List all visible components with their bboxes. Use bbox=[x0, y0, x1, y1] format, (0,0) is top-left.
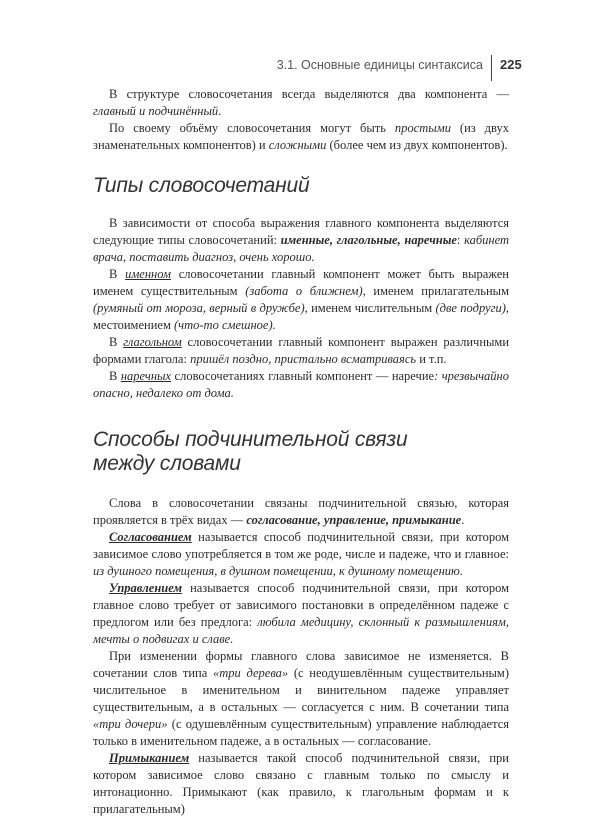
intro-paragraph-volume: По своему объёму словосочетания могут быть простыми (из двух знаменательных компонентов) и сложными (более чем из двух компонентов). bbox=[93, 121, 509, 152]
types-paragraph-nominal: В именном словосочетании главный компонент может быть выражен именем существительным (забота о ближнем), именем прилагательным (румяный от мороза, верный в дружбе), именем числительным (две подруги), местоимением (что-то смешное). bbox=[93, 267, 510, 332]
types-paragraph-adverbial: В наречных словосочетаниях главный компонент — наречие: чрезвычайно опасно, недалеко от дома. bbox=[93, 369, 509, 400]
heading-types: Типы словосочетаний bbox=[93, 174, 310, 197]
heading-ways-line1: Способы подчинительной связи bbox=[93, 428, 408, 451]
ways-paragraph-intro: Слова в словосочетании связаны подчинительной связью, которая проявляется в трёх видах — согласование, управление, примыкание. bbox=[93, 496, 509, 527]
ways-paragraph-numerals: При изменении формы главного слова зависимое не изменяется. В сочетании слов типа «три дерева» (с неодушевлённым существительным) числительное в именительном и винительном падеже управляет существительным, а в остальных — согласуется с ним. В сочетании типа «три дочери» (с одушевлённым существительным) управление наблюдается только в именительном падеже, а в остальных — согласование. bbox=[93, 649, 509, 748]
types-paragraph-kinds: В зависимости от способа выражения главного компонента выделяются следующие типы словосочетаний: именные, глагольные, наречные: кабинет врача, поставить диагноз, очень хорошо. bbox=[93, 216, 509, 264]
types-paragraph-verbal: В глагольном словосочетании главный компонент выражен различными формами глагола: пришёл поздно, пристально всматриваясь и т.п. bbox=[93, 335, 510, 366]
header-divider bbox=[491, 55, 492, 81]
section-title: 3.1. Основные единицы синтаксиса bbox=[276, 58, 483, 72]
heading-ways-line2: между словами bbox=[93, 452, 241, 475]
ways-paragraph-agreement: Согласованием называется способ подчинительной связи, при котором зависимое слово употребляется в том же роде, числе и падеже, что и главное: из душного помещения, в душном помещении, к душному помещению. bbox=[93, 530, 509, 578]
ways-paragraph-government: Управлением называется способ подчинительной связи, при котором главное слово требует от зависимого постановки в определённом падеже с предлогом или без предлога: любила медицину, склонный к размышлениям, мечты о подвигах и славе. bbox=[93, 581, 509, 646]
running-head bbox=[0, 55, 600, 79]
page-number: 225 bbox=[500, 57, 522, 72]
heading-ways bbox=[93, 428, 509, 476]
ways-paragraph-adjoining: Примыканием называется такой способ подчинительной связи, при котором зависимое слово связано с главным только по смыслу и интонационно. Примыкают (как правило, к глагольным формам и к прилагательным) bbox=[93, 751, 509, 816]
page-content bbox=[93, 86, 509, 818]
intro-paragraph-components: В структуре словосочетания всегда выделяются два компонента — главный и подчинённый. bbox=[93, 87, 509, 118]
